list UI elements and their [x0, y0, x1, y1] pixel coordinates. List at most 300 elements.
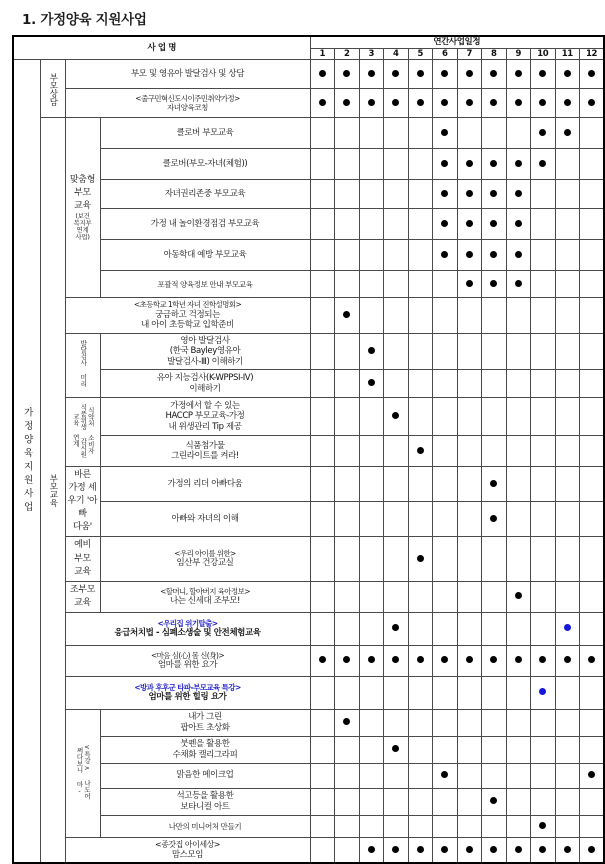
schedule-cell-month-8	[482, 837, 507, 863]
schedule-cell-month-6	[433, 788, 458, 815]
schedule-cell-month-2	[335, 334, 360, 370]
schedule-dot-icon	[490, 515, 497, 522]
schedule-cell-month-4	[384, 398, 409, 436]
schedule-cell-month-7	[457, 398, 482, 436]
schedule-dot-icon	[392, 412, 399, 419]
header-month-3: 3	[359, 48, 384, 60]
schedule-cell-month-10	[531, 240, 556, 271]
schedule-cell-month-6	[433, 149, 458, 180]
schedule-cell-month-4	[384, 209, 409, 240]
schedule-cell-month-1	[310, 89, 335, 118]
schedule-cell-month-12	[580, 709, 605, 736]
schedule-cell-month-9	[506, 149, 531, 180]
program-name-cell: <종갓집 아이세상> 맘스모임	[65, 837, 310, 863]
schedule-cell-month-1	[310, 676, 335, 709]
schedule-dot-icon	[417, 70, 424, 77]
schedule-dot-icon	[588, 771, 595, 778]
header-month-8: 8	[482, 48, 507, 60]
schedule-cell-month-10	[531, 209, 556, 240]
schedule-cell-month-12	[580, 370, 605, 398]
schedule-cell-month-4	[384, 612, 409, 645]
schedule-cell-month-5	[408, 209, 433, 240]
schedule-cell-month-2	[335, 370, 360, 398]
schedule-cell-month-7	[457, 118, 482, 149]
table-row	[13, 149, 604, 180]
schedule-cell-month-2	[335, 209, 360, 240]
schedule-cell-month-3	[359, 645, 384, 676]
schedule-cell-month-4	[384, 815, 409, 837]
schedule-cell-month-7	[457, 60, 482, 89]
schedule-cell-month-6	[433, 271, 458, 298]
schedule-cell-month-7	[457, 709, 482, 736]
schedule-dot-icon	[343, 311, 350, 318]
schedule-dot-icon	[539, 70, 546, 77]
schedule-cell-month-1	[310, 240, 335, 271]
schedule-cell-month-3	[359, 240, 384, 271]
schedule-cell-month-4	[384, 298, 409, 334]
schedule-cell-month-10	[531, 736, 556, 763]
table-body	[13, 60, 604, 863]
schedule-cell-month-12	[580, 676, 605, 709]
side-label-program: 가정양육지원사업	[13, 60, 40, 863]
schedule-dot-icon	[319, 656, 326, 663]
schedule-cell-month-11	[555, 709, 580, 736]
group-label-level2: 부모교육	[40, 118, 65, 863]
schedule-dot-icon	[441, 70, 448, 77]
schedule-cell-month-12	[580, 271, 605, 298]
schedule-cell-month-2	[335, 763, 360, 788]
schedule-cell-month-12	[580, 298, 605, 334]
schedule-cell-month-12	[580, 467, 605, 502]
schedule-cell-month-1	[310, 298, 335, 334]
schedule-cell-month-6	[433, 815, 458, 837]
schedule-cell-month-9	[506, 815, 531, 837]
schedule-cell-month-4	[384, 837, 409, 863]
schedule-cell-month-2	[335, 240, 360, 271]
schedule-cell-month-8	[482, 815, 507, 837]
schedule-cell-month-3	[359, 398, 384, 436]
schedule-cell-month-7	[457, 815, 482, 837]
schedule-dot-icon	[392, 70, 399, 77]
schedule-dot-icon	[441, 99, 448, 106]
schedule-dot-icon	[441, 656, 448, 663]
schedule-cell-month-4	[384, 436, 409, 467]
schedule-cell-month-4	[384, 118, 409, 149]
schedule-cell-month-1	[310, 398, 335, 436]
schedule-cell-month-9	[506, 837, 531, 863]
schedule-cell-month-2	[335, 467, 360, 502]
schedule-cell-month-2	[335, 581, 360, 612]
schedule-cell-month-3	[359, 209, 384, 240]
program-name-cell: 클로버 부모교육	[100, 118, 310, 149]
schedule-cell-month-7	[457, 537, 482, 581]
table-row	[13, 788, 604, 815]
schedule-cell-month-6	[433, 298, 458, 334]
schedule-dot-icon	[490, 797, 497, 804]
table-row	[13, 370, 604, 398]
schedule-cell-month-5	[408, 788, 433, 815]
header-month-10: 10	[531, 48, 556, 60]
schedule-cell-month-11	[555, 180, 580, 209]
schedule-cell-month-8	[482, 118, 507, 149]
program-name-cell: 나만의 미니어처 만들기	[100, 815, 310, 837]
schedule-cell-month-9	[506, 436, 531, 467]
table-row	[13, 837, 604, 863]
schedule-cell-month-2	[335, 89, 360, 118]
schedule-cell-month-12	[580, 581, 605, 612]
schedule-cell-month-7	[457, 788, 482, 815]
schedule-dot-icon	[490, 251, 497, 258]
schedule-cell-month-12	[580, 645, 605, 676]
schedule-cell-month-7	[457, 763, 482, 788]
schedule-cell-month-3	[359, 118, 384, 149]
schedule-cell-month-9	[506, 502, 531, 537]
schedule-cell-month-10	[531, 398, 556, 436]
schedule-dot-icon	[466, 280, 473, 287]
schedule-cell-month-4	[384, 89, 409, 118]
schedule-dot-icon	[515, 220, 522, 227]
schedule-cell-month-12	[580, 763, 605, 788]
schedule-cell-month-9	[506, 271, 531, 298]
schedule-cell-month-8	[482, 180, 507, 209]
schedule-dot-icon	[515, 70, 522, 77]
schedule-cell-month-8	[482, 467, 507, 502]
schedule-cell-month-1	[310, 334, 335, 370]
schedule-cell-month-5	[408, 645, 433, 676]
annual-program-schedule-table	[12, 35, 605, 864]
schedule-cell-month-9	[506, 209, 531, 240]
schedule-cell-month-7	[457, 581, 482, 612]
schedule-cell-month-10	[531, 709, 556, 736]
schedule-dot-icon	[368, 70, 375, 77]
schedule-cell-month-1	[310, 149, 335, 180]
schedule-cell-month-9	[506, 60, 531, 89]
schedule-cell-month-4	[384, 788, 409, 815]
schedule-dot-icon	[368, 379, 375, 386]
schedule-cell-month-5	[408, 763, 433, 788]
schedule-cell-month-4	[384, 736, 409, 763]
schedule-cell-month-9	[506, 240, 531, 271]
schedule-cell-month-3	[359, 815, 384, 837]
header-month-1: 1	[310, 48, 335, 60]
schedule-cell-month-4	[384, 581, 409, 612]
schedule-cell-month-2	[335, 837, 360, 863]
schedule-dot-icon	[441, 846, 448, 853]
schedule-cell-month-8	[482, 271, 507, 298]
program-name-cell: 석고등을 활용한 보타니컬 아트	[100, 788, 310, 815]
schedule-cell-month-11	[555, 209, 580, 240]
program-name-cell: 포괄적 양육정보 안내 부모교육	[100, 271, 310, 298]
schedule-cell-month-7	[457, 837, 482, 863]
schedule-cell-month-4	[384, 370, 409, 398]
schedule-cell-month-7	[457, 149, 482, 180]
program-name-cell: 식품첨가물 그린라이트를 켜라!	[100, 436, 310, 467]
schedule-dot-icon	[319, 70, 326, 77]
schedule-cell-month-12	[580, 180, 605, 209]
schedule-cell-month-7	[457, 736, 482, 763]
schedule-cell-month-10	[531, 788, 556, 815]
schedule-cell-month-4	[384, 60, 409, 89]
schedule-cell-month-6	[433, 436, 458, 467]
schedule-dot-icon	[490, 656, 497, 663]
table-row	[13, 645, 604, 676]
schedule-cell-month-4	[384, 271, 409, 298]
schedule-cell-month-8	[482, 788, 507, 815]
schedule-cell-month-1	[310, 788, 335, 815]
schedule-dot-icon	[564, 70, 571, 77]
schedule-cell-month-1	[310, 645, 335, 676]
schedule-cell-month-6	[433, 502, 458, 537]
schedule-cell-month-5	[408, 240, 433, 271]
schedule-cell-month-5	[408, 837, 433, 863]
schedule-dot-icon	[539, 656, 546, 663]
schedule-cell-month-3	[359, 502, 384, 537]
schedule-cell-month-4	[384, 180, 409, 209]
schedule-cell-month-8	[482, 298, 507, 334]
table-row	[13, 763, 604, 788]
table-row	[13, 502, 604, 537]
schedule-dot-icon	[490, 480, 497, 487]
schedule-cell-month-9	[506, 180, 531, 209]
schedule-cell-month-5	[408, 436, 433, 467]
schedule-cell-month-6	[433, 209, 458, 240]
schedule-dot-highlight-icon	[564, 624, 571, 631]
schedule-cell-month-4	[384, 709, 409, 736]
schedule-cell-month-10	[531, 370, 556, 398]
program-name-cell: <우리집 위기탈출> 응급처치법 - 심폐소생술 및 안전체험교육	[65, 612, 310, 645]
schedule-cell-month-5	[408, 467, 433, 502]
schedule-cell-month-8	[482, 436, 507, 467]
schedule-dot-icon	[490, 160, 497, 167]
schedule-cell-month-10	[531, 537, 556, 581]
schedule-dot-icon	[490, 280, 497, 287]
program-name-cell: <마음 심(心) 몸 신(身)> 엄마를 위한 요가	[65, 645, 310, 676]
schedule-dot-icon	[466, 251, 473, 258]
schedule-cell-month-9	[506, 298, 531, 334]
schedule-cell-month-8	[482, 645, 507, 676]
header-month-4: 4	[384, 48, 409, 60]
table-row	[13, 436, 604, 467]
schedule-cell-month-6	[433, 467, 458, 502]
schedule-cell-month-7	[457, 645, 482, 676]
schedule-cell-month-10	[531, 612, 556, 645]
schedule-cell-month-10	[531, 502, 556, 537]
schedule-cell-month-1	[310, 709, 335, 736]
schedule-cell-month-11	[555, 149, 580, 180]
schedule-cell-month-12	[580, 837, 605, 863]
schedule-cell-month-6	[433, 398, 458, 436]
schedule-cell-month-8	[482, 149, 507, 180]
schedule-cell-month-1	[310, 60, 335, 89]
table-row	[13, 676, 604, 709]
schedule-cell-month-5	[408, 118, 433, 149]
schedule-cell-month-8	[482, 502, 507, 537]
schedule-dot-icon	[515, 592, 522, 599]
schedule-dot-icon	[515, 656, 522, 663]
schedule-cell-month-7	[457, 180, 482, 209]
schedule-dot-icon	[515, 280, 522, 287]
schedule-dot-icon	[490, 220, 497, 227]
table-header-row-top	[13, 36, 604, 48]
table-row	[13, 815, 604, 837]
schedule-cell-month-3	[359, 271, 384, 298]
table-row	[13, 60, 604, 89]
schedule-cell-month-3	[359, 436, 384, 467]
table-row	[13, 271, 604, 298]
schedule-cell-month-2	[335, 537, 360, 581]
schedule-cell-month-3	[359, 149, 384, 180]
schedule-cell-month-11	[555, 334, 580, 370]
schedule-cell-month-5	[408, 709, 433, 736]
schedule-cell-month-7	[457, 298, 482, 334]
schedule-dot-icon	[417, 555, 424, 562]
schedule-dot-icon	[515, 251, 522, 258]
schedule-dot-icon	[564, 656, 571, 663]
schedule-cell-month-11	[555, 240, 580, 271]
schedule-dot-icon	[417, 846, 424, 853]
schedule-cell-month-1	[310, 467, 335, 502]
schedule-cell-month-1	[310, 436, 335, 467]
schedule-cell-month-11	[555, 271, 580, 298]
program-name-cell: 맑음한 메이크업	[100, 763, 310, 788]
schedule-cell-month-6	[433, 676, 458, 709]
schedule-cell-month-3	[359, 89, 384, 118]
schedule-cell-month-3	[359, 180, 384, 209]
schedule-cell-month-1	[310, 837, 335, 863]
schedule-cell-month-8	[482, 581, 507, 612]
schedule-cell-month-8	[482, 370, 507, 398]
schedule-cell-month-10	[531, 298, 556, 334]
schedule-cell-month-9	[506, 118, 531, 149]
schedule-cell-month-5	[408, 398, 433, 436]
program-name-cell: <방과 후후군 타파-부모교육 특강> 엄마를 위한 힐링 요가	[65, 676, 310, 709]
schedule-dot-icon	[368, 99, 375, 106]
schedule-dot-icon	[343, 99, 350, 106]
schedule-cell-month-12	[580, 502, 605, 537]
schedule-cell-month-4	[384, 149, 409, 180]
schedule-cell-month-6	[433, 581, 458, 612]
schedule-cell-month-11	[555, 89, 580, 118]
schedule-cell-month-7	[457, 271, 482, 298]
schedule-cell-month-7	[457, 370, 482, 398]
schedule-dot-icon	[343, 718, 350, 725]
schedule-dot-icon	[490, 846, 497, 853]
schedule-cell-month-3	[359, 676, 384, 709]
schedule-cell-month-2	[335, 398, 360, 436]
header-month-2: 2	[335, 48, 360, 60]
schedule-cell-month-6	[433, 736, 458, 763]
group-label-level3: 바른 가정 세우기 '아빠 다움'	[65, 467, 100, 537]
schedule-cell-month-1	[310, 612, 335, 645]
schedule-cell-month-5	[408, 612, 433, 645]
schedule-cell-month-6	[433, 645, 458, 676]
schedule-cell-month-11	[555, 537, 580, 581]
schedule-cell-month-3	[359, 298, 384, 334]
schedule-cell-month-2	[335, 815, 360, 837]
schedule-dot-icon	[466, 656, 473, 663]
schedule-cell-month-2	[335, 60, 360, 89]
schedule-cell-month-9	[506, 709, 531, 736]
schedule-cell-month-2	[335, 298, 360, 334]
schedule-cell-month-10	[531, 180, 556, 209]
schedule-cell-month-9	[506, 537, 531, 581]
schedule-dot-icon	[588, 846, 595, 853]
program-name-cell: 붓펜을 활용한 수채화 캘리그라피	[100, 736, 310, 763]
schedule-cell-month-5	[408, 502, 433, 537]
schedule-cell-month-7	[457, 436, 482, 467]
schedule-dot-icon	[368, 846, 375, 853]
schedule-dot-icon	[417, 656, 424, 663]
schedule-dot-icon	[441, 220, 448, 227]
schedule-cell-month-12	[580, 398, 605, 436]
schedule-dot-icon	[588, 656, 595, 663]
header-month-12: 12	[580, 48, 605, 60]
program-name-cell: <할머니, 할아버지 육아정보> 나는 신세대 조부모!	[100, 581, 310, 612]
schedule-cell-month-3	[359, 612, 384, 645]
schedule-cell-month-4	[384, 334, 409, 370]
program-name-cell: 자녀권리존중 부모교육	[100, 180, 310, 209]
schedule-cell-month-7	[457, 209, 482, 240]
schedule-dot-icon	[515, 190, 522, 197]
schedule-dot-icon	[490, 190, 497, 197]
schedule-dot-icon	[466, 190, 473, 197]
header-month-11: 11	[555, 48, 580, 60]
group-label-level2: 부모상담	[40, 60, 65, 118]
schedule-cell-month-8	[482, 89, 507, 118]
schedule-cell-month-11	[555, 763, 580, 788]
schedule-cell-month-9	[506, 676, 531, 709]
schedule-cell-month-1	[310, 763, 335, 788]
schedule-cell-month-12	[580, 149, 605, 180]
schedule-cell-month-1	[310, 815, 335, 837]
header-month-7: 7	[457, 48, 482, 60]
table-row	[13, 240, 604, 271]
schedule-cell-month-7	[457, 612, 482, 645]
page-title: 1. 가정양육 지원사업	[22, 12, 147, 28]
schedule-cell-month-10	[531, 763, 556, 788]
schedule-dot-icon	[441, 771, 448, 778]
program-name-cell: 아빠와 자녀의 이해	[100, 502, 310, 537]
schedule-cell-month-1	[310, 180, 335, 209]
schedule-cell-month-8	[482, 209, 507, 240]
schedule-dot-icon	[441, 160, 448, 167]
schedule-cell-month-10	[531, 581, 556, 612]
schedule-cell-month-3	[359, 709, 384, 736]
schedule-cell-month-11	[555, 612, 580, 645]
schedule-cell-month-11	[555, 118, 580, 149]
group-label-level3: 조부모 교육	[65, 581, 100, 612]
program-name-cell: <줄구민혁신도시이주민취약가정> 자녀양육코칭	[65, 89, 310, 118]
schedule-cell-month-11	[555, 436, 580, 467]
schedule-dot-icon	[515, 99, 522, 106]
schedule-cell-month-1	[310, 537, 335, 581]
program-name-cell: 영아 발달검사 (한국 Bayley영유아 발달검사-Ⅲ) 이해하기	[100, 334, 310, 370]
schedule-cell-month-9	[506, 370, 531, 398]
schedule-cell-month-5	[408, 60, 433, 89]
schedule-cell-month-5	[408, 89, 433, 118]
program-name-cell: 가정의 리더 아빠다움	[100, 467, 310, 502]
group-label-level3: 식약처 소비자 식품위생 감시원 교육 연계	[65, 398, 100, 467]
group-label-level3: 예비 부모 교육	[65, 537, 100, 581]
schedule-cell-month-8	[482, 334, 507, 370]
schedule-cell-month-2	[335, 180, 360, 209]
schedule-cell-month-7	[457, 467, 482, 502]
header-month-9: 9	[506, 48, 531, 60]
schedule-cell-month-12	[580, 89, 605, 118]
table-row	[13, 612, 604, 645]
schedule-cell-month-1	[310, 271, 335, 298]
schedule-cell-month-12	[580, 788, 605, 815]
